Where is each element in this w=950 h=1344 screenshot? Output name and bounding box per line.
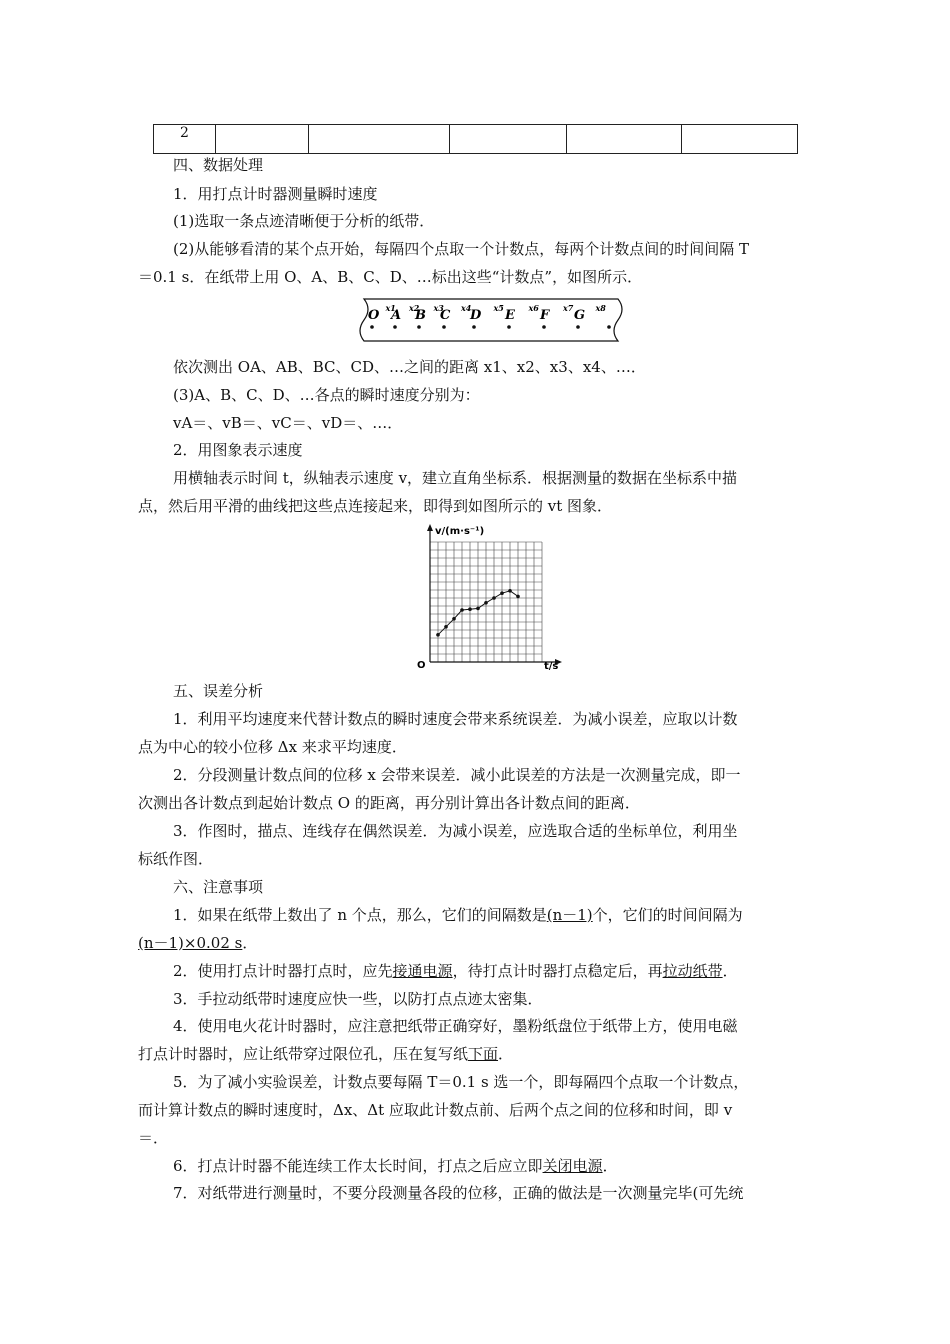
note-1-blank-1: (n－1)	[546, 906, 593, 924]
tape-dot	[442, 325, 446, 329]
note-4-line-1: 4．使用电火花计时器时，应注意把纸带正确穿好，墨粉纸盘位于纸带上方，使用电磁	[173, 1017, 738, 1035]
paragraph-5-2b: 次测出各计数点到起始计数点 O 的距离，再分别计算出各计数点间的距离．	[138, 794, 640, 812]
note-1-text: 1．如果在纸带上数出了 n 个点，那么，它们的间隔数是	[173, 906, 547, 924]
paragraph-4-p1: (1)选取一条点迹清晰便于分析的纸带．	[173, 212, 435, 230]
data-point	[436, 633, 440, 637]
note-6-blank: 关闭电源	[542, 1157, 603, 1175]
data-point	[468, 607, 472, 611]
tape-point-label: O	[368, 308, 380, 323]
table-cell	[309, 125, 450, 154]
table-cell-number: 2	[154, 125, 216, 154]
tape-dot	[607, 325, 611, 329]
paragraph-5-2a: 2．分段测量计数点间的位移 x 会带来误差．减小此误差的方法是一次测量完成，即一	[173, 766, 741, 784]
paragraph-5-1b: 点为中心的较小位移 Δx 来求平均速度．	[138, 738, 407, 756]
tape-point-label: G	[574, 308, 586, 323]
paragraph-4-p5: vA＝、vB＝、vC＝、vD＝、…．	[173, 414, 403, 432]
tape-point-label: A	[391, 308, 402, 323]
data-table	[153, 124, 798, 154]
paragraph-4-p6b: 点，然后用平滑的曲线把这些点连接起来，即得到如图所示的 vt 图象．	[138, 497, 613, 515]
note-2-blank-2: 拉动纸带	[662, 962, 723, 980]
tape-dot	[542, 325, 546, 329]
y-axis-label: v/(m·s⁻¹)	[435, 526, 485, 537]
tape-point-label: F	[540, 308, 550, 323]
tape-segment-label: x6	[528, 303, 539, 313]
table-cell	[216, 125, 309, 154]
note-4-blank: 下面	[468, 1045, 499, 1063]
section-4-title: 四、数据处理	[173, 156, 264, 174]
tape-segment-label: x2	[409, 303, 420, 313]
tape-dot	[417, 325, 421, 329]
data-point	[460, 608, 464, 612]
data-point	[452, 617, 456, 621]
note-4-end: ．	[498, 1045, 514, 1063]
section-6-title: 六、注意事项	[173, 878, 264, 896]
note-6-end: ．	[602, 1157, 618, 1175]
data-point	[500, 591, 504, 595]
note-2-text-mid: ，待打点计时器打点稳定后，再	[452, 962, 663, 980]
paragraph-5-3a: 3．作图时，描点、连线存在偶然误差．为减小误差，应选取合适的坐标单位，利用坐	[173, 822, 738, 840]
paper-tape-figure	[354, 295, 630, 345]
paragraph-4-p6a: 用横轴表示时间 t，纵轴表示速度 v，建立直角坐标系．根据测量的数据在坐标系中描	[173, 469, 738, 487]
table-row	[154, 125, 798, 154]
tape-dot	[576, 325, 580, 329]
note-2-text: 2．使用打点计时器打点时，应先	[173, 962, 393, 980]
note-5-line-3: ＝．	[138, 1129, 169, 1147]
paragraph-4-p2b: ＝0.1 s．在纸带上用 O、A、B、C、D、…标出这些“计数点”，如图所示．	[138, 268, 643, 286]
note-4-line-2	[138, 1044, 513, 1064]
origin-label: O	[417, 660, 426, 670]
data-point	[476, 607, 480, 611]
note-6-text: 6．打点计时器不能连续工作太长时间，打点之后应立即	[173, 1157, 543, 1175]
tape-point-label: B	[415, 308, 426, 323]
tape-segment-label: x4	[461, 303, 472, 313]
tape-point-label: D	[470, 308, 482, 323]
subsection-4-1: 1．用打点计时器测量瞬时速度	[173, 185, 378, 203]
x-axis-label: t/s	[544, 661, 559, 670]
note-1-line-2	[138, 933, 257, 953]
note-2-blank-1: 接通电源	[392, 962, 453, 980]
tape-dot	[507, 325, 511, 329]
table-cell	[450, 125, 567, 154]
tape-dot	[370, 325, 374, 329]
vt-graph	[415, 522, 565, 670]
tape-segment-label: x7	[563, 303, 574, 313]
data-point	[484, 601, 488, 605]
note-7: 7．对纸带进行测量时，不要分段测量各段的位移，正确的做法是一次测量完毕(可先统	[173, 1184, 744, 1202]
tape-segment-label: x3	[433, 303, 444, 313]
paragraph-5-1a: 1．利用平均速度来代替计数点的瞬时速度会带来系统误差．为减小误差，应取以计数	[173, 710, 738, 728]
paragraph-4-p3: 依次测出 OA、AB、BC、CD、…之间的距离 x1、x2、x3、x4、…．	[173, 358, 646, 376]
tape-point-label: E	[505, 308, 515, 323]
y-axis-arrow	[427, 524, 433, 531]
tape-segment-label: x8	[595, 303, 606, 313]
data-point	[516, 595, 520, 599]
table-cell	[567, 125, 682, 154]
data-point	[508, 589, 512, 593]
tape-dot	[472, 325, 476, 329]
section-5-title: 五、误差分析	[173, 682, 264, 700]
note-1-end: ．	[242, 934, 258, 952]
note-1-blank-2: (n－1)×0.02 s	[138, 934, 243, 952]
note-6	[173, 1156, 618, 1176]
note-2-end: ．	[722, 962, 738, 980]
data-point	[492, 596, 496, 600]
subsection-4-2: 2．用图象表示速度	[173, 441, 303, 459]
note-1-line-1	[173, 905, 743, 925]
note-4-text: 打点计时器时，应让纸带穿过限位孔，压在复写纸	[138, 1045, 469, 1063]
tape-segment-label: x5	[493, 303, 504, 313]
data-point	[444, 625, 448, 629]
note-3: 3．手拉动纸带时速度应快一些，以防打点点迹太密集．	[173, 990, 543, 1008]
table-cell	[682, 125, 798, 154]
tape-dot	[393, 325, 397, 329]
tape-segment-label: x1	[385, 303, 396, 313]
note-5-line-1: 5．为了减小实验误差，计数点要每隔 T＝0.1 s 选一个，即每隔四个点取一个计数点，	[173, 1073, 749, 1091]
note-2	[173, 961, 738, 981]
paragraph-4-p2a: (2)从能够看清的某个点开始，每隔四个点取一个计数点，每两个计数点间的时间间隔 T	[173, 240, 750, 258]
paragraph-5-3b: 标纸作图．	[138, 850, 214, 868]
tape-point-label: C	[440, 308, 451, 323]
tape-marks	[368, 303, 611, 329]
note-1-text-post: 个，它们的时间间隔为	[592, 906, 743, 924]
paragraph-4-p4: (3)A、B、C、D、…各点的瞬时速度分别为：	[173, 386, 480, 404]
note-5-line-2: 而计算计数点的瞬时速度时，Δx、Δt 应取此计数点前、后两个点之间的位移和时间，即 v	[138, 1101, 733, 1119]
